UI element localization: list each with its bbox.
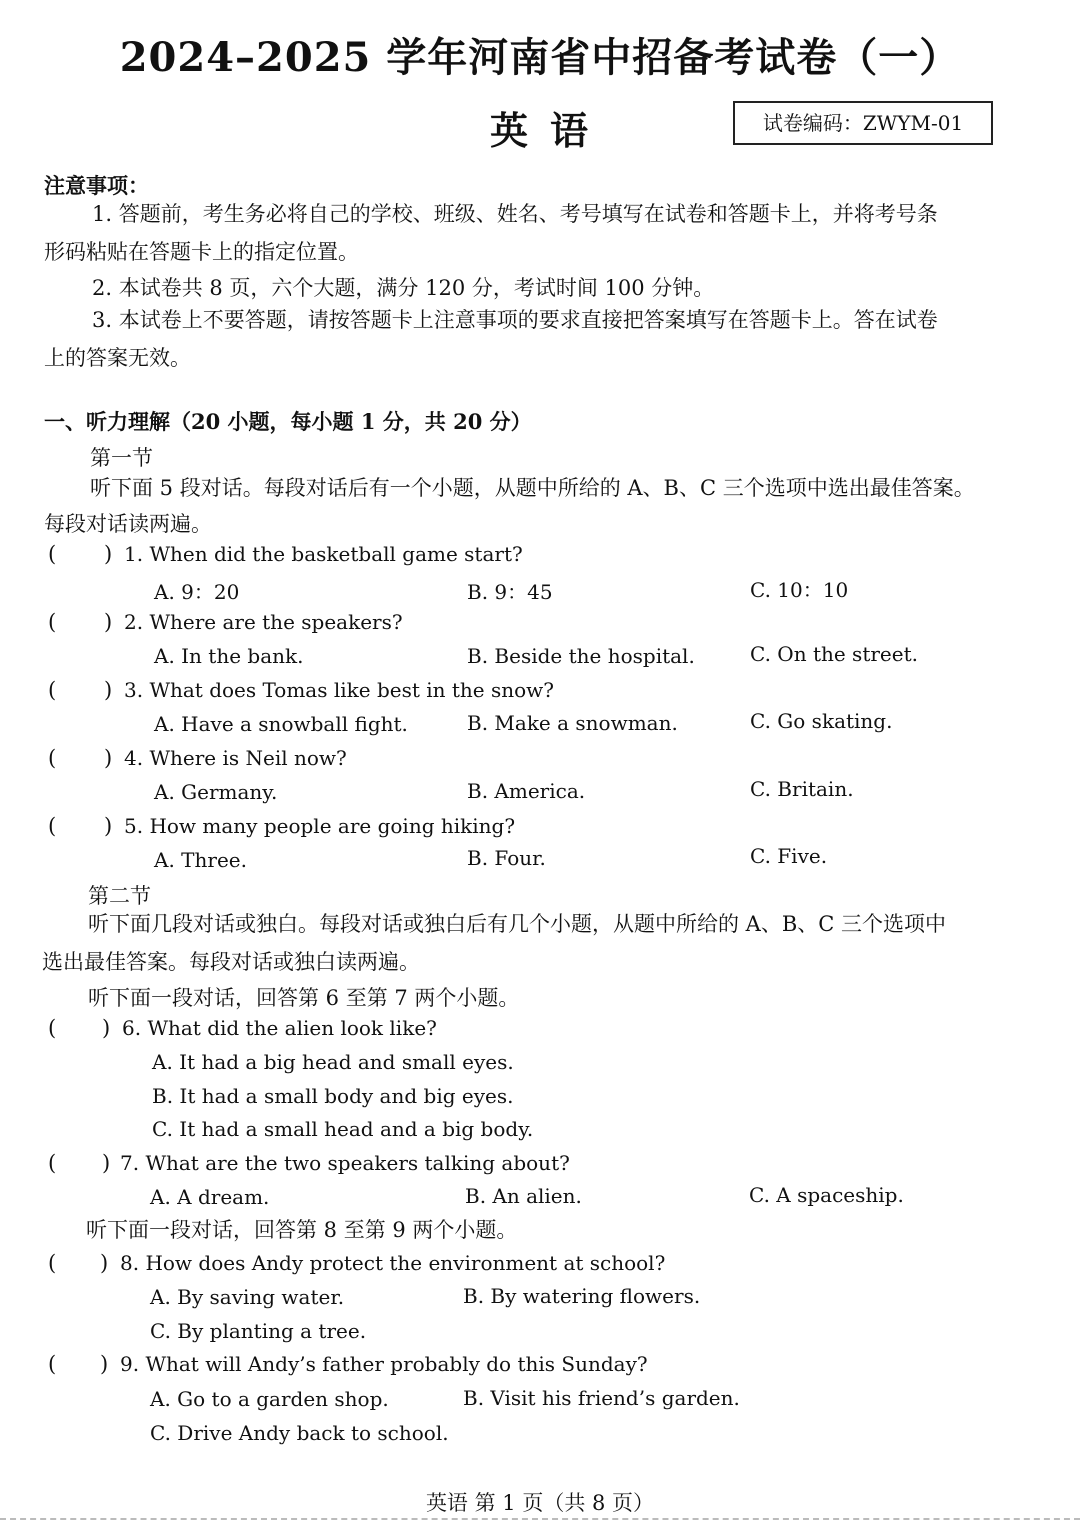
option-c: C. Drive Andy back to school. (150, 1421, 449, 1445)
option-a: A. 9：20 (154, 580, 240, 604)
answer-paren-close: ) (104, 542, 113, 566)
exam-title: 2024–2025 学年河南省中招备考试卷（一） (119, 34, 961, 81)
option-a: A. In the bank. (154, 644, 304, 668)
option-b: B. Four. (467, 846, 546, 870)
answer-paren-open: ( (48, 1251, 57, 1275)
option-b: B. Beside the hospital. (467, 644, 695, 668)
part-1-instruction-line-2: 每段对话读两遍。 (44, 512, 212, 536)
option-c: C. By planting a tree. (150, 1319, 367, 1343)
dialog-instruction-6-7: 听下面一段对话，回答第 6 至第 7 两个小题。 (88, 986, 520, 1010)
option-a: A. Germany. (154, 780, 278, 804)
part-1-label: 第一节 (90, 446, 153, 470)
answer-paren-close: ) (100, 1352, 109, 1376)
option-c: C. Go skating. (750, 709, 893, 733)
answer-paren-open: ( (48, 610, 57, 634)
answer-paren-open: ( (48, 746, 57, 770)
section-heading: 一、听力理解（20 小题，每小题 1 分，共 20 分） (44, 409, 532, 434)
question-stem: 7. What are the two speakers talking about? (120, 1151, 570, 1175)
option-b: B. It had a small body and big eyes. (152, 1084, 514, 1108)
answer-paren-close: ) (104, 610, 113, 634)
question-stem: 6. What did the alien look like? (122, 1016, 437, 1040)
option-b: B. 9：45 (467, 580, 553, 604)
answer-paren-open: ( (48, 1151, 57, 1175)
question-stem: 3. What does Tomas like best in the snow? (124, 678, 555, 702)
option-b: B. An alien. (465, 1184, 582, 1208)
part-2-instruction-line-2: 选出最佳答案。每段对话或独白读两遍。 (42, 950, 420, 974)
notice-item-3-line-1: 3. 本试卷上不要答题，请按答题卡上注意事项的要求直接把答案填写在答题卡上。答在试卷 (92, 308, 938, 332)
dialog-instruction-8-9: 听下面一段对话，回答第 8 至第 9 两个小题。 (86, 1218, 518, 1242)
option-c: C. 10：10 (750, 578, 849, 602)
option-b: B. Visit his friend’s garden. (463, 1386, 740, 1410)
question-stem: 9. What will Andy’s father probably do this Sunday? (120, 1352, 648, 1376)
option-c: C. It had a small head and a big body. (152, 1117, 534, 1141)
option-b: B. America. (467, 779, 586, 803)
paper-code-box: 试卷编码：ZWYM-01 (733, 101, 993, 145)
option-a: A. A dream. (150, 1185, 270, 1209)
option-a: A. By saving water. (150, 1285, 345, 1309)
notice-item-2: 2. 本试卷共 8 页，六个大题，满分 120 分，考试时间 100 分钟。 (92, 276, 715, 300)
answer-paren-open: ( (48, 1352, 57, 1376)
question-stem: 2. Where are the speakers? (124, 610, 403, 634)
question-stem: 8. How does Andy protect the environment at school? (120, 1251, 666, 1275)
question-stem: 4. Where is Neil now? (124, 746, 347, 770)
perforation-line (0, 1518, 1080, 1520)
option-a: A. Have a snowball fight. (154, 712, 408, 736)
question-stem: 5. How many people are going hiking? (124, 814, 516, 838)
option-a: A. Three. (154, 848, 247, 872)
option-c: C. Britain. (750, 777, 854, 801)
option-b: B. Make a snowman. (467, 711, 678, 735)
option-a: A. It had a big head and small eyes. (152, 1050, 514, 1074)
answer-paren-close: ) (104, 814, 113, 838)
notice-heading: 注意事项： (44, 173, 149, 198)
option-c: C. On the street. (750, 642, 918, 666)
option-b: B. By watering flowers. (463, 1284, 701, 1308)
answer-paren-open: ( (48, 814, 57, 838)
answer-paren-open: ( (48, 1016, 57, 1040)
answer-paren-close: ) (102, 1016, 111, 1040)
notice-item-3-line-2: 上的答案无效。 (44, 346, 191, 370)
answer-paren-close: ) (104, 678, 113, 702)
answer-paren-open: ( (48, 542, 57, 566)
part-2-label: 第二节 (88, 884, 151, 908)
subject-title: 英语 (490, 108, 611, 153)
option-c: C. A spaceship. (749, 1183, 904, 1207)
answer-paren-close: ) (104, 746, 113, 770)
part-1-instruction-line-1: 听下面 5 段对话。每段对话后有一个小题，从题中所给的 A、B、C 三个选项中选出最佳答案。 (90, 476, 975, 500)
page-footer: 英语 第 1 页（共 8 页） (425, 1491, 655, 1515)
answer-paren-close: ) (102, 1151, 111, 1175)
notice-item-1-line-1: 1. 答题前，考生务必将自己的学校、班级、姓名、考号填写在试卷和答题卡上，并将考号条 (92, 202, 938, 226)
answer-paren-open: ( (48, 678, 57, 702)
option-a: A. Go to a garden shop. (150, 1387, 389, 1411)
answer-paren-close: ) (100, 1251, 109, 1275)
part-2-instruction-line-1: 听下面几段对话或独白。每段对话或独白后有几个小题，从题中所给的 A、B、C 三个选项中 (88, 912, 947, 936)
option-c: C. Five. (750, 844, 828, 868)
question-stem: 1. When did the basketball game start? (124, 542, 523, 566)
notice-item-1-line-2: 形码粘贴在答题卡上的指定位置。 (44, 240, 359, 264)
